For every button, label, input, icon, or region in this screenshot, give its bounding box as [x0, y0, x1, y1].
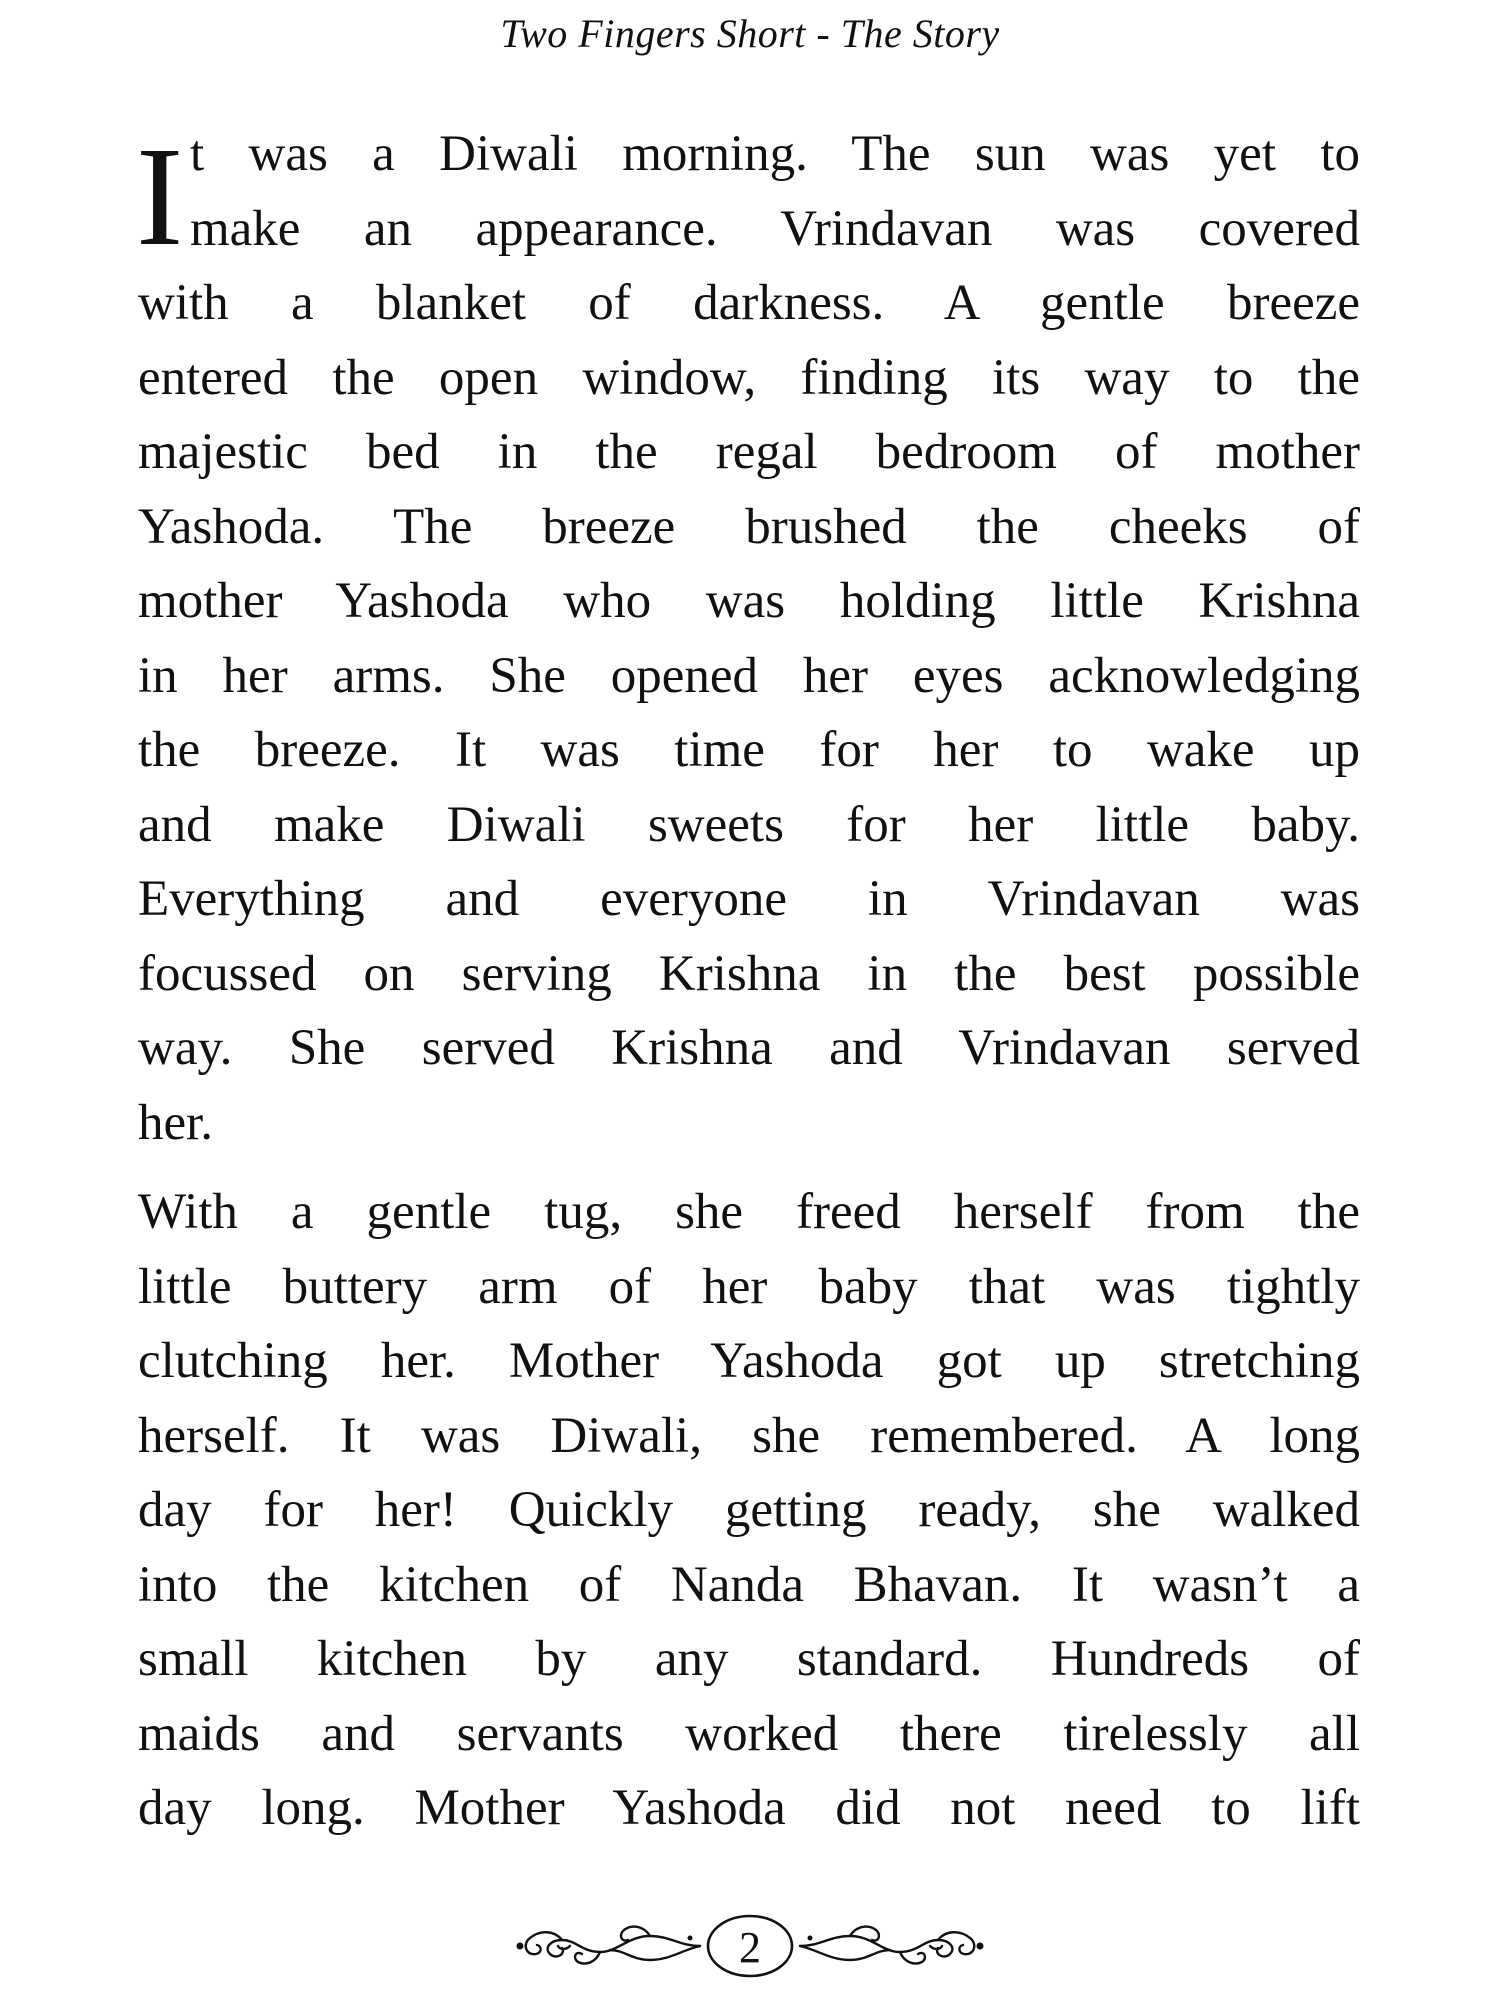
text-line: way. She served Krishna and Vrindavan served — [138, 1020, 1360, 1076]
paragraph-2 — [138, 1175, 1360, 1846]
text-line: and make Diwali sweets for her little baby. — [138, 796, 1360, 853]
text-line: clutching her. Mother Yashoda got up stretching — [138, 1333, 1360, 1389]
text-line: mother Yashoda who was holding little Krishna — [138, 573, 1360, 629]
drop-cap: I — [136, 117, 184, 275]
text-line: in her arms. She opened her eyes acknowledging — [138, 647, 1360, 704]
text-line: With a gentle tug, she freed herself from the — [138, 1184, 1360, 1240]
text-line: entered the open window, finding its way to the — [138, 349, 1360, 406]
paragraph-1 — [138, 117, 1360, 1160]
text-line: her. — [138, 1094, 214, 1151]
text-line: make an appearance. Vrindavan was covered — [190, 200, 1360, 257]
text-line: maids and servants worked there tirelessly all — [138, 1705, 1360, 1762]
text-line: day long. Mother Yashoda did not need to lift — [138, 1780, 1360, 1836]
line-text: t was a Diwali morning. The sun was yet to — [190, 126, 1360, 182]
text-line: small kitchen by any standard. Hundreds of — [138, 1631, 1360, 1687]
text-line: little buttery arm of her baby that was tightly — [138, 1258, 1360, 1315]
text-line: herself. It was Diwali, she remembered. A long — [138, 1407, 1360, 1464]
text-line: with a blanket of darkness. A gentle breeze — [138, 275, 1360, 331]
text-line: day for her! Quickly getting ready, she walked — [138, 1482, 1360, 1538]
page-number: 2 — [739, 1923, 761, 1972]
text-line: into the kitchen of Nanda Bhavan. It wasn’t a — [138, 1556, 1360, 1613]
running-header: Two Fingers Short - The Story — [500, 11, 1000, 56]
text-line: Everything and everyone in Vrindavan was — [138, 871, 1360, 927]
text-line: Yashoda. The breeze brushed the cheeks of — [138, 498, 1360, 555]
text-line: majestic bed in the regal bedroom of mother — [138, 424, 1360, 480]
text-line: focussed on serving Krishna in the best possible — [138, 945, 1360, 1002]
text-line: the breeze. It was time for her to wake up — [138, 722, 1360, 778]
